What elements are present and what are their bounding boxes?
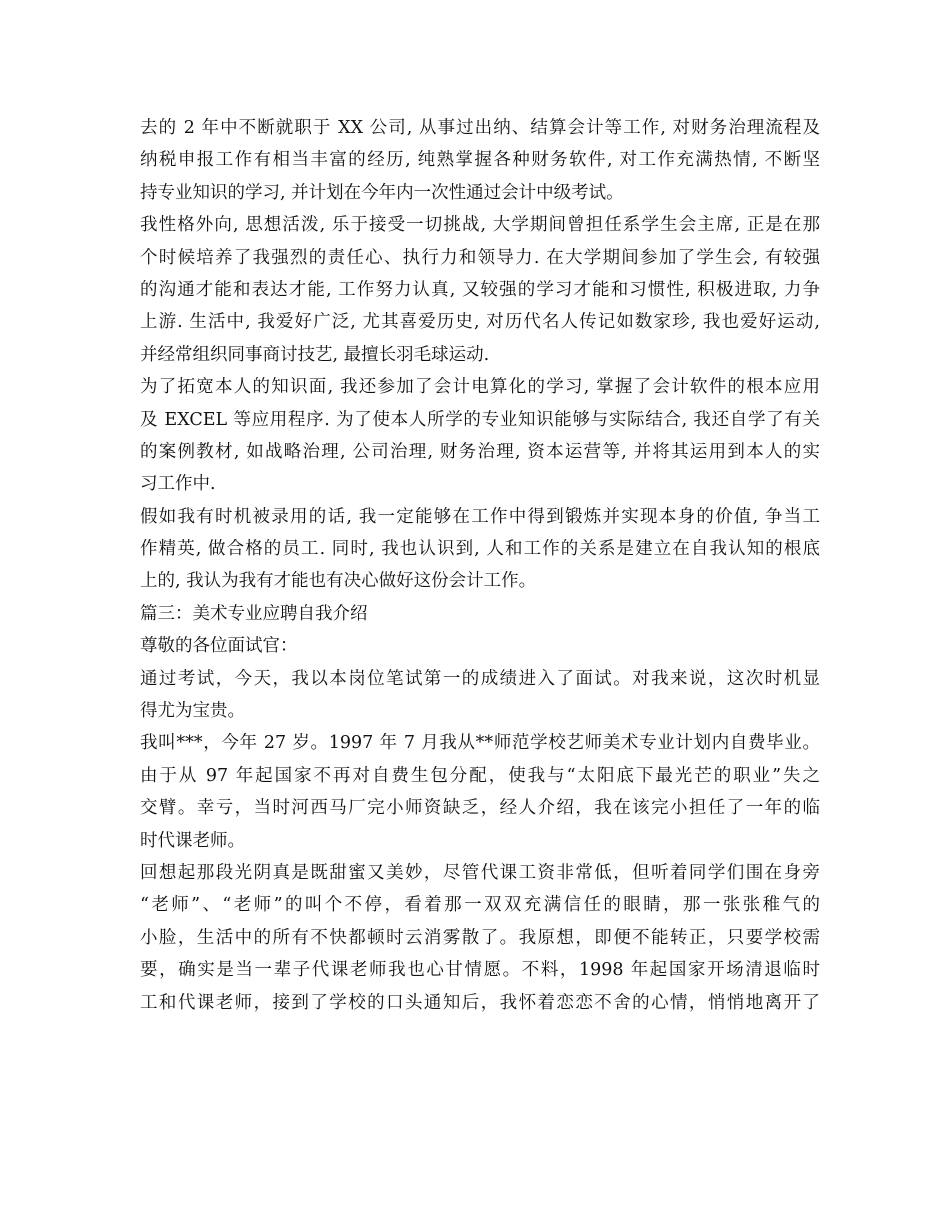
- document-body: [140, 112, 820, 1019]
- text-line: 由于从 97 年起国家不再对自费生包分配，使我与“太阳底下最光芒的职业”失之: [140, 765, 820, 786]
- section-heading: 篇三：美术专业应聘自我介绍: [140, 603, 368, 624]
- text-line: 的沟通才能和表达才能, 工作努力认真, 又较强的学习才能和习惯性, 积极进取, 力争: [140, 279, 820, 300]
- text-line: “老师”、“老师”的叫个不停，看着那一双双充满信任的眼睛，那一张张稚气的: [140, 895, 820, 916]
- text-line: 工和代课老师，接到了学校的口头通知后，我怀着恋恋不舍的心情，悄悄地离开了: [140, 992, 820, 1013]
- text-line: 持专业知识的学习, 并计划在今年内一次性通过会计中级考试。: [140, 182, 624, 203]
- text-line: 通过考试，今天，我以本岗位笔试第一的成绩进入了面试。对我来说，这次时机显: [140, 668, 820, 689]
- text-line: 为了拓宽本人的知识面, 我还参加了会计电算化的学习, 掌握了会计软件的根本应用: [140, 377, 820, 398]
- text-line: 回想起那段光阴真是既甜蜜又美妙，尽管代课工资非常低，但听着同学们围在身旁: [140, 862, 820, 883]
- text-line: 小脸，生活中的所有不快都顿时云消雾散了。我原想，即便不能转正，只要学校需: [140, 927, 820, 948]
- text-line: 习工作中.: [140, 474, 216, 495]
- text-line: 得尤为宝贵。: [140, 701, 245, 722]
- text-line: 要，确实是当一辈子代课老师我也心甘情愿。不料，1998 年起国家开场清退临时: [140, 960, 820, 981]
- text-line: 个时候培养了我强烈的责任心、执行力和领导力. 在大学期间参加了学生会, 有较强: [140, 247, 820, 268]
- text-line: 时代课老师。: [140, 830, 245, 851]
- text-line: 上游. 生活中, 我爱好广泛, 尤其喜爱历史, 对历代名人传记如数家珍, 我也爱好运动,: [140, 312, 820, 333]
- text-line: 作精英, 做合格的员工. 同时, 我也认识到, 人和工作的关系是建立在自我认知的根底: [140, 539, 820, 560]
- text-line: 并经常组织同事商讨技艺, 最擅长羽毛球运动.: [140, 344, 490, 365]
- text-line: 上的, 我认为我有才能也有决心做好这份会计工作。: [140, 571, 537, 592]
- text-line: 交臂。幸亏，当时河西马厂完小师资缺乏，经人介绍，我在该完小担任了一年的临: [140, 798, 820, 819]
- text-line: 我性格外向, 思想活泼, 乐于接受一切挑战, 大学期间曾担任系学生会主席, 正是在那: [140, 215, 820, 236]
- text-line: 去的 2 年中不断就职于 XX 公司, 从事过出纳、结算会计等工作, 对财务治理流程及: [140, 118, 820, 138]
- text-line: 假如我有时机被录用的话, 我一定能够在工作中得到锻炼并实现本身的价值, 争当工: [140, 506, 820, 527]
- text-line: 及 EXCEL 等应用程序. 为了使本人所学的专业知识能够与实际结合, 我还自学了有关: [140, 409, 820, 430]
- text-line: 纳税申报工作有相当丰富的经历, 纯熟掌握各种财务软件, 对工作充满热情, 不断坚: [140, 150, 820, 171]
- salutation: 尊敬的各位面试官：: [140, 636, 298, 657]
- text-line: 我叫***，今年 27 岁。1997 年 7 月我从**师范学校艺师美术专业计划内自费毕业。: [140, 733, 820, 754]
- text-line: 的案例教材, 如战略治理, 公司治理, 财务治理, 资本运营等, 并将其运用到本人的实: [140, 441, 820, 462]
